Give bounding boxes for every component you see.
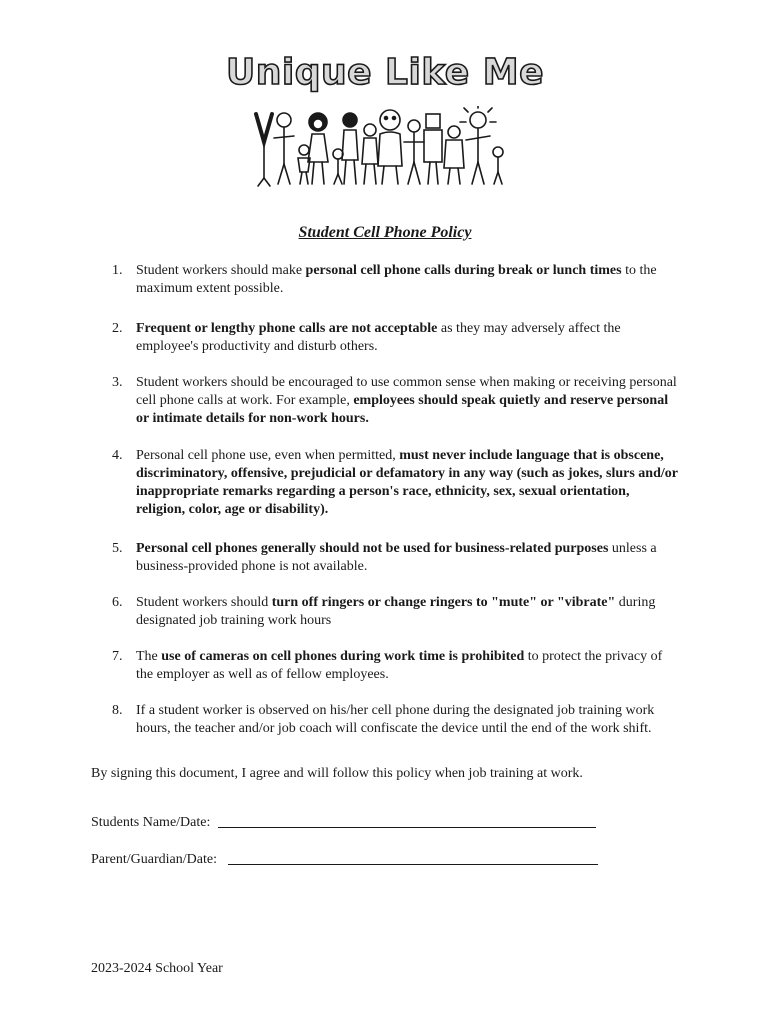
student-signature-field[interactable] [218, 813, 596, 828]
policy-item-text: to protect the privacy of the employer as well as of fellow employees. [136, 649, 663, 682]
policy-item-number: 4. [112, 448, 123, 463]
policy-item-text: Student workers should make [136, 263, 306, 278]
school-year-footer: 2023-2024 School Year [91, 961, 223, 976]
policy-item-emphasis: Frequent or lengthy phone calls are not acceptable [136, 321, 438, 336]
policy-item-text: If a student worker is observed on his/her cell phone during the designated job training work hours, the teacher and/or job coach will confiscate the device until the end of the work shift. [136, 703, 655, 736]
agreement-statement: By signing this document, I agree and will follow this policy when job training at work. [91, 766, 583, 781]
policy-item-text: unless a business-provided phone is not available. [136, 541, 657, 574]
policy-item-emphasis: personal cell phone calls during break or lunch times [305, 263, 622, 278]
policy-item-number: 2. [112, 321, 123, 336]
policy-item-number: 5. [112, 541, 123, 556]
policy-item-text: to the maximum extent possible. [136, 263, 657, 296]
policy-list [112, 262, 682, 738]
policy-item-emphasis: employees should speak quietly and reserve personal or intimate details for non-work hours. [136, 393, 669, 426]
policy-item-text: Student workers should [136, 595, 272, 610]
student-signature-label: Students Name/Date: [91, 815, 211, 830]
parent-signature-line [91, 850, 598, 868]
policy-item [112, 702, 682, 738]
logo-title: Unique Like Me [226, 52, 544, 93]
policy-item [112, 648, 682, 684]
policy-item [112, 374, 682, 428]
policy-item [112, 262, 682, 298]
parent-signature-field[interactable] [228, 850, 598, 865]
policy-item-number: 6. [112, 595, 123, 610]
policy-item-number: 8. [112, 703, 123, 718]
policy-item-emphasis: use of cameras on cell phones during work time is prohibited [161, 649, 525, 664]
policy-item-emphasis: turn off ringers or change ringers to "mute" or "vibrate" [271, 595, 616, 610]
student-signature-line [91, 813, 596, 831]
policy-item-text: Personal cell phone use, even when permitted, [136, 448, 400, 463]
document-title: Student Cell Phone Policy [298, 224, 472, 241]
policy-item-number: 3. [112, 375, 123, 390]
parent-signature-label: Parent/Guardian/Date: [91, 852, 217, 867]
policy-item-text: The [136, 649, 162, 664]
policy-item [112, 540, 682, 576]
children-drawing-logo [250, 106, 510, 188]
policy-item-number: 7. [112, 649, 123, 664]
policy-item-number: 1. [112, 263, 123, 278]
policy-item [112, 594, 682, 630]
policy-item [112, 320, 682, 356]
policy-item-text: as they may adversely affect the employee's productivity and disturb others. [136, 321, 621, 354]
policy-item-text: Student workers should be encouraged to use common sense when making or receiving personal cell phone calls at work. For example, [136, 375, 677, 408]
policy-item-emphasis: Personal cell phones generally should not be used for business-related purposes [136, 541, 609, 556]
policy-item-text: during designated job training work hours [136, 595, 656, 628]
policy-item-emphasis: must never include language that is obscene, discriminatory, offensive, prejudicial or defamatory in any way (such as jokes, slurs and/or inappropriate remarks regarding a person's race, ethnicity, sex, sexual orientation, religion, color, age or disability). [136, 448, 678, 517]
policy-item [112, 447, 682, 519]
